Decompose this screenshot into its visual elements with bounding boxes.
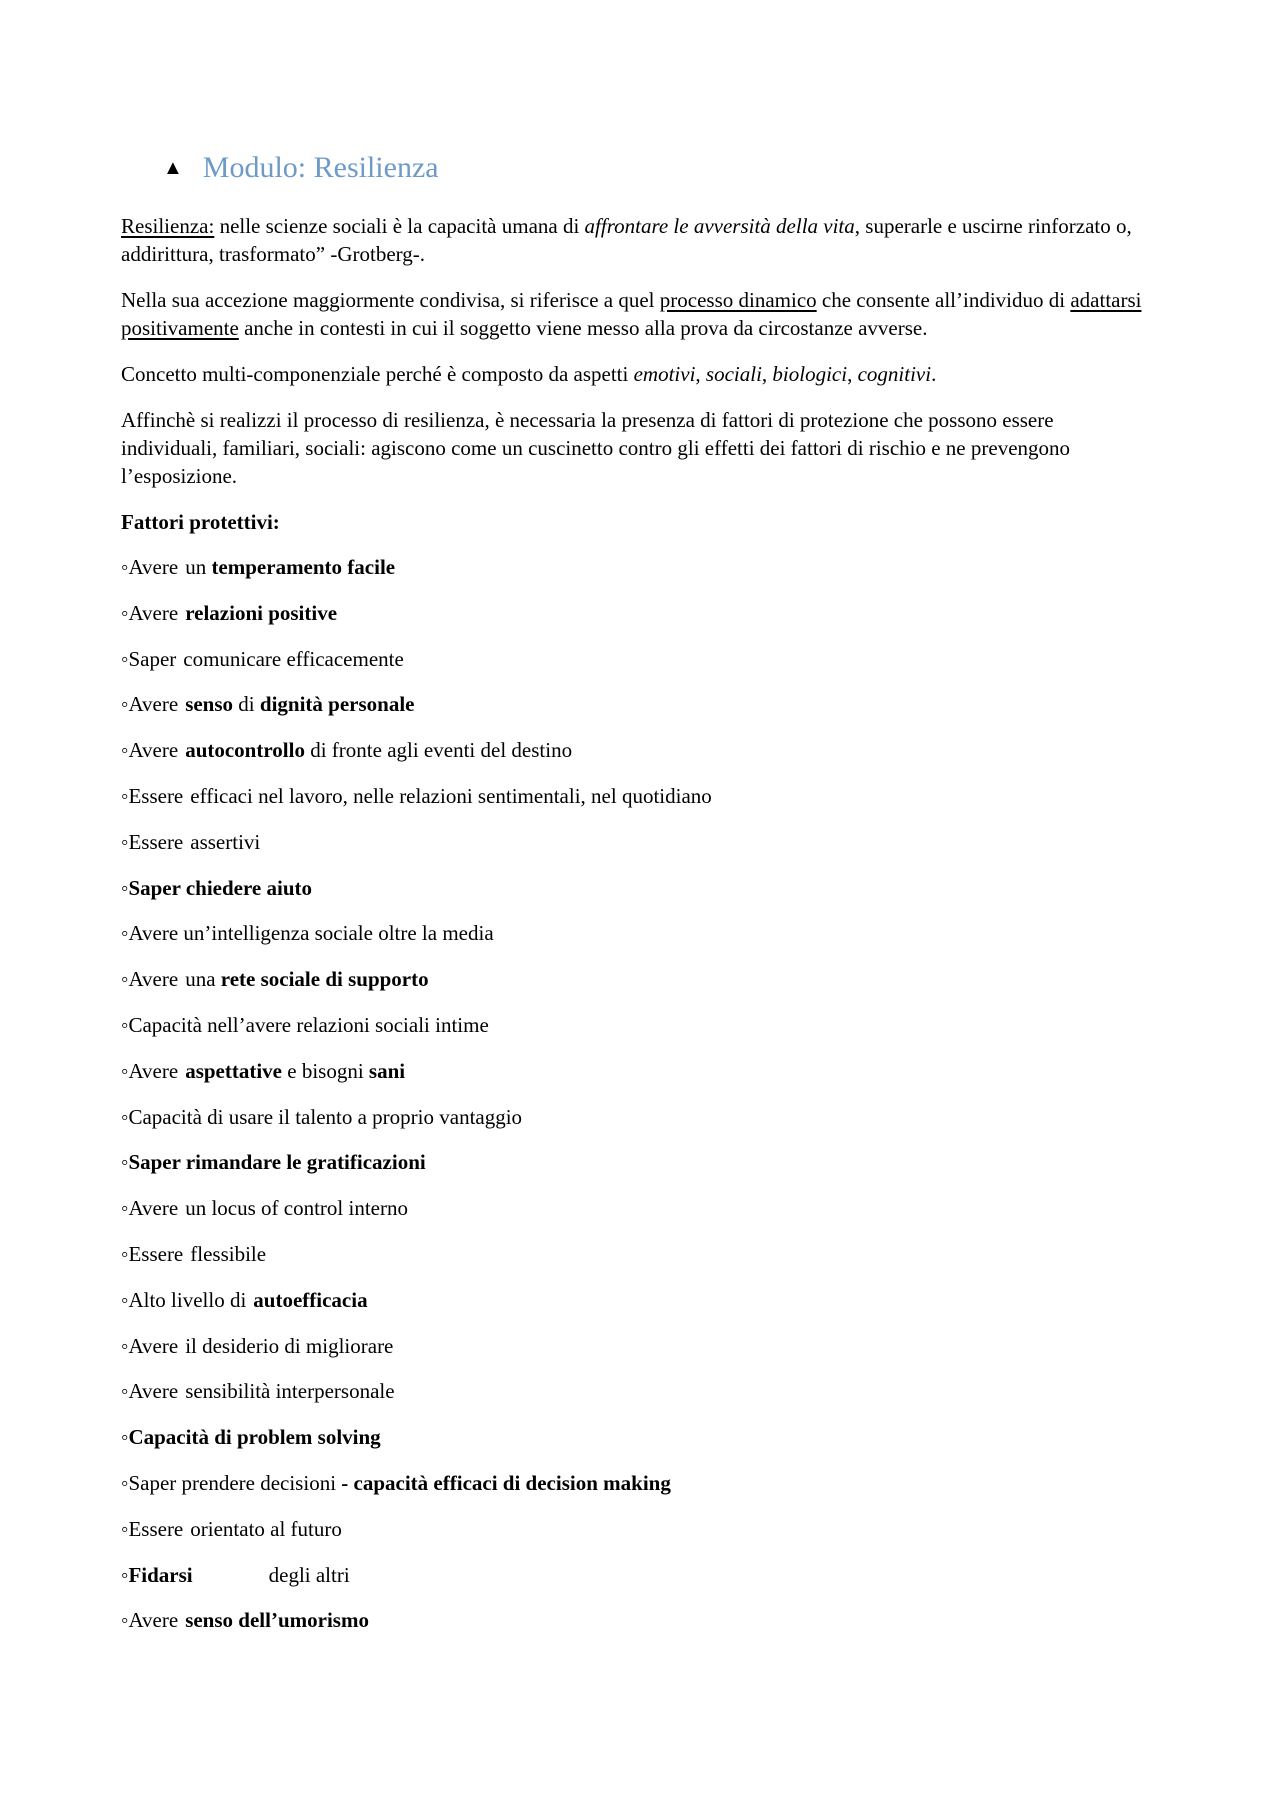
factor-item [121,782,1150,810]
factor-text: degli altri [268,1562,350,1587]
factor-item [121,1148,1150,1176]
factor-item [121,645,1150,673]
factor-bold: relazioni positive [185,600,338,625]
factor-lead: ◦Avere [121,600,179,625]
factor-lead: ◦Saper prendere decisioni [121,1470,342,1495]
factor-item [121,599,1150,627]
factor-lead: ◦ [121,1150,129,1175]
factor-text: assertivi [190,829,261,854]
triangle-bullet-icon: ▲ [163,157,183,179]
section-heading [163,148,1150,188]
paragraph-text: che consente all’individuo di [816,288,1071,312]
definition-paragraph [121,212,1150,268]
factor-lead: ◦Essere [121,829,184,854]
factor-bold: rete sociale di supporto [220,967,429,992]
factor-text: di fronte agli eventi del destino [304,738,573,763]
paragraph-text: anche in contesti in cui il soggetto viene messo alla prova da circostanze avverse. [238,316,928,340]
factor-text: una [185,967,221,992]
factor-lead: ◦Avere [121,1379,179,1404]
factor-item [121,1011,1150,1039]
factor-lead: ◦Avere [121,1333,179,1358]
factor-item [121,1469,1150,1497]
factor-lead: ◦Essere [121,783,184,808]
definition-text-end: , superarle e uscirne rinforzato o, addirittura, trasformato” -Grotberg-. [121,214,1132,266]
factor-item [121,1515,1150,1543]
factor-item [121,1057,1150,1085]
factor-bold: Fidarsi [128,1562,193,1587]
factor-lead: ◦Avere [121,967,179,992]
factor-bold: Capacità di problem solving [128,1425,381,1450]
factor-item [121,1286,1150,1314]
factor-text: e bisogni [282,1058,369,1083]
factor-item [121,1561,1150,1589]
factor-item [121,1377,1150,1405]
factor-lead: ◦Essere [121,1241,184,1266]
factor-text: un locus of control interno [185,1196,408,1221]
factor-text: orientato al futuro [190,1516,342,1541]
factor-text: flessibile [190,1241,267,1266]
underlined-phrase: adattarsi positivamente [121,288,1142,340]
dynamic-process-paragraph [121,286,1150,342]
period: . [931,362,937,386]
separator: , [761,362,773,386]
factor-lead: ◦Saper [121,646,177,671]
factor-item [121,828,1150,856]
factor-bold: Saper chiedere aiuto [128,875,312,900]
factor-lead: ◦Alto livello di [121,1287,247,1312]
factor-item [121,1240,1150,1268]
multi-component-paragraph [121,360,1150,388]
factor-lead: ◦ [121,1562,129,1587]
protection-factors-paragraph: Affinchè si realizzi il processo di resilienza, è necessaria la presenza di fattori di protezione che possono essere individuali, familiari, sociali: agiscono come un cuscinetto contro gli effetti dei fattori di rischio e ne prevengono l’esposizione. [121,408,1071,488]
definition-term: Resilienza: [121,214,215,238]
factor-item [121,1606,1150,1634]
factor-text: di [233,692,260,717]
factor-bold: aspettative [185,1058,282,1083]
factor-item [121,1332,1150,1360]
factor-item [121,553,1150,581]
factor-item [121,690,1150,718]
factor-lead: ◦Avere [121,1196,179,1221]
factor-bold: autoefficacia [253,1287,368,1312]
section-title: Modulo: Resilienza [202,151,439,184]
factor-text: efficaci nel lavoro, nelle relazioni sentimentali, nel quotidiano [190,783,712,808]
factor-lead: ◦Avere [121,738,179,763]
factor-lead: ◦Capacità di usare il talento a proprio vantaggio [121,1104,523,1129]
italic-term: sociali [705,362,762,386]
factor-bold: dignità personale [259,692,415,717]
italic-term: cognitivi [857,362,932,386]
factor-item [121,1423,1150,1451]
factor-lead: ◦Avere [121,1608,179,1633]
factor-lead: ◦Avere [121,1058,179,1083]
factor-bold: senso [185,692,234,717]
underlined-phrase: processo dinamico [659,288,817,312]
factors-label: Fattori protettivi: [121,510,280,534]
separator: , [695,362,706,386]
factor-item [121,919,1150,947]
factor-item [121,1194,1150,1222]
factor-bold: - capacità efficaci di decision making [341,1470,671,1495]
factor-bold: senso dell’umorismo [185,1608,369,1633]
factor-text: sensibilità interpersonale [185,1379,395,1404]
factor-bold: temperamento facile [211,555,396,579]
factor-text: il desiderio di migliorare [185,1333,394,1358]
factor-lead: ◦Avere [121,555,179,579]
factor-lead: ◦Avere un’intelligenza sociale oltre la media [121,921,494,946]
factors-list [121,553,1150,1634]
factor-bold: autocontrollo [185,738,305,763]
factor-bold: Saper rimandare le gratificazioni [128,1150,426,1175]
factor-item [121,736,1150,764]
factor-lead: ◦ [121,1425,129,1450]
factor-text: un [185,555,212,579]
separator: , [847,362,858,386]
italic-term: emotivi [633,362,696,386]
factor-bold: sani [368,1058,406,1083]
factor-lead: ◦Capacità nell’avere relazioni sociali intime [121,1012,489,1037]
italic-term: biologici [772,362,848,386]
paragraph-text: Concetto multi-componenziale perché è composto da aspetti [121,362,634,386]
definition-text: nelle scienze sociali è la capacità umana di [214,214,585,238]
definition-emphasis: affrontare le avversità della vita [584,214,855,238]
factor-item [121,874,1150,902]
factor-item [121,1103,1150,1131]
factor-text: comunicare efficacemente [183,646,404,671]
factor-item [121,965,1150,993]
factor-lead: ◦Avere [121,692,179,717]
paragraph-text: Nella sua accezione maggiormente condivisa, si riferisce a quel [121,288,660,312]
factor-lead: ◦ [121,875,129,900]
factor-lead: ◦Essere [121,1516,184,1541]
